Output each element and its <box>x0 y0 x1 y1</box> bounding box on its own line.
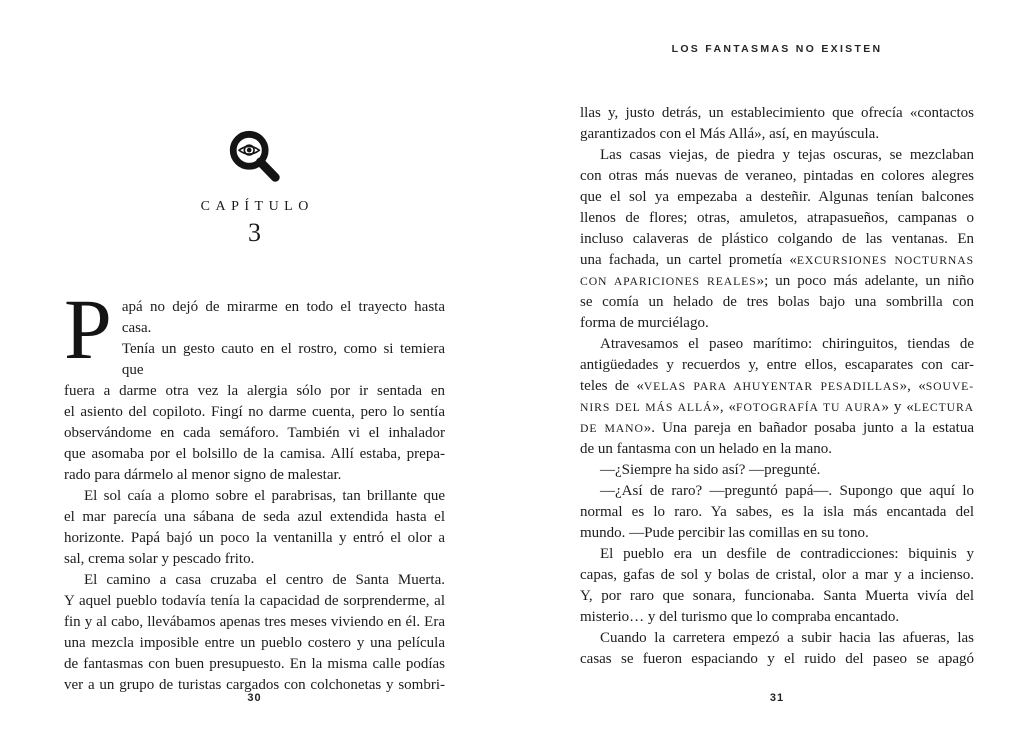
text-line: se comía un helado de tres bolas bajo una sombrilla con <box>580 294 974 310</box>
left-page-text <box>64 281 445 696</box>
text-line: el asiento del copiloto. Fingí no darme cuenta, pero lo sentía <box>64 404 445 420</box>
chapter-label: CAPÍTULO <box>200 199 314 214</box>
text-line: que el sol ya empezaba a desteñir. Algunas tenían balcones <box>580 189 974 205</box>
text-line: fin y al cabo, llevábamos apenas tres meses viviendo en él. Era <box>64 614 445 630</box>
text-line: sal, crema solar y pescado frito. <box>64 551 255 567</box>
text-line: DE MANO». Una pareja en bañador posaba junto a la estatua <box>580 420 974 436</box>
text-line: observándome en cada semáforo. También vi el inhalador <box>64 425 445 441</box>
text-line: garantizados con el Más Allá», así, en mayúscula. <box>580 126 880 142</box>
text-line: incluso calaveras de plástico colgando de las ventanas. En <box>580 231 974 247</box>
running-header: LOS FANTASMAS NO EXISTEN <box>671 43 883 55</box>
text-line: misterio… y del turismo que lo compraba encantado. <box>580 609 900 625</box>
text-line: El camino a casa cruzaba el centro de Santa Muerta. <box>84 572 445 588</box>
text-line: —¿Siempre ha sido así? —pregunté. <box>600 462 821 478</box>
text-line: Y aquel pueblo todavía tenía la capacidad de sorprenderme, al <box>64 593 445 609</box>
text-line: llas y, justo detrás, un establecimiento que ofrecía «contactos <box>580 105 974 121</box>
right-page-text <box>580 103 974 670</box>
text-line: normal es lo raro. Ya sabes, es la isla más encantada del <box>580 504 974 520</box>
text-line: apá no dejó de mirarme en todo el trayecto hasta casa. <box>121 299 445 336</box>
text-line: casas se fueron espaciando y el ruido del paseo se apagó <box>580 651 974 667</box>
text-line: CON APARICIONES REALES»; un poco más adelante, un niño <box>580 273 975 289</box>
text-line: —¿Así de raro? —preguntó papá—. Supongo que aquí lo <box>600 483 974 499</box>
text-line: llenos de flores; otras, amuletos, atrapasueños, campanas o <box>580 210 974 226</box>
text-line: NIRS DEL MÁS ALLÁ», «FOTOGRAFÍA TU AURA» y «LECTURA <box>580 399 975 415</box>
text-line: horizonte. Papá bajó un poco la ventanilla y entró el olor a <box>64 530 445 546</box>
text-line: El pueblo era un desfile de contradicciones: biquinis y <box>600 546 974 562</box>
text-line: teles de «VELAS PARA AHUYENTAR PESADILLAS», «SOUVE- <box>580 378 974 394</box>
text-line: antigüedades y recuerdos y, entre ellos, escaparates con car- <box>580 357 974 373</box>
text-line: fuera a darme otra vez la alergia sólo por ir sentada en <box>64 383 445 399</box>
text-line: que asomaba por el bolsillo de la camisa. Allí estaba, prepa- <box>64 446 445 462</box>
text-line: Tenía un gesto cauto en el rostro, como si temiera que <box>121 341 445 378</box>
text-line: el mar parecía una sábana de seda azul extendida hasta el <box>64 509 445 525</box>
text-line: Las casas viejas, de piedra y tejas oscuras, se mezclaban <box>600 147 974 163</box>
text-line: Atravesamos el paseo marítimo: chiringuitos, tiendas de <box>600 336 974 352</box>
text-line: una fachada, un cartel prometía «EXCURSIONES NOCTURNAS <box>580 252 974 268</box>
text-line: forma de murciélago. <box>580 315 709 331</box>
text-line: de un fantasma con un helado en la mano. <box>580 441 832 457</box>
text-line: Y, por raro que sonara, funcionaba. Santa Muerta vivía del <box>580 588 974 604</box>
page-number-right: 31 <box>769 692 785 704</box>
text-line: una mezcla imposible entre un pueblo costero y una película <box>64 635 445 651</box>
chapter-number: 3 <box>248 218 261 247</box>
drop-cap: P <box>64 281 112 377</box>
text-line: Cuando la carretera empezó a subir hacia las afueras, las <box>600 630 974 646</box>
chapter-heading <box>64 128 445 248</box>
page-number-left: 30 <box>247 692 262 704</box>
text-line: rado para dármelo al menor signo de malestar. <box>64 467 342 483</box>
magnifier-eye-icon <box>224 128 286 195</box>
text-line: mundo. —Pude percibir las comillas en su tono. <box>580 525 869 541</box>
text-line: ver a un grupo de turistas cargados con colchonetas y sombri- <box>64 677 445 693</box>
text-line: de fantasmas con buen presupuesto. En la misma calle podías <box>64 656 445 672</box>
text-line: con otras más nuevas de veraneo, pintadas en colores alegres <box>580 168 974 184</box>
text-line: El sol caía a plomo sobre el parabrisas, tan brillante que <box>84 488 445 504</box>
text-line: capas, gafas de sol y bolas de cristal, olor a mar y a incienso. <box>580 567 974 583</box>
